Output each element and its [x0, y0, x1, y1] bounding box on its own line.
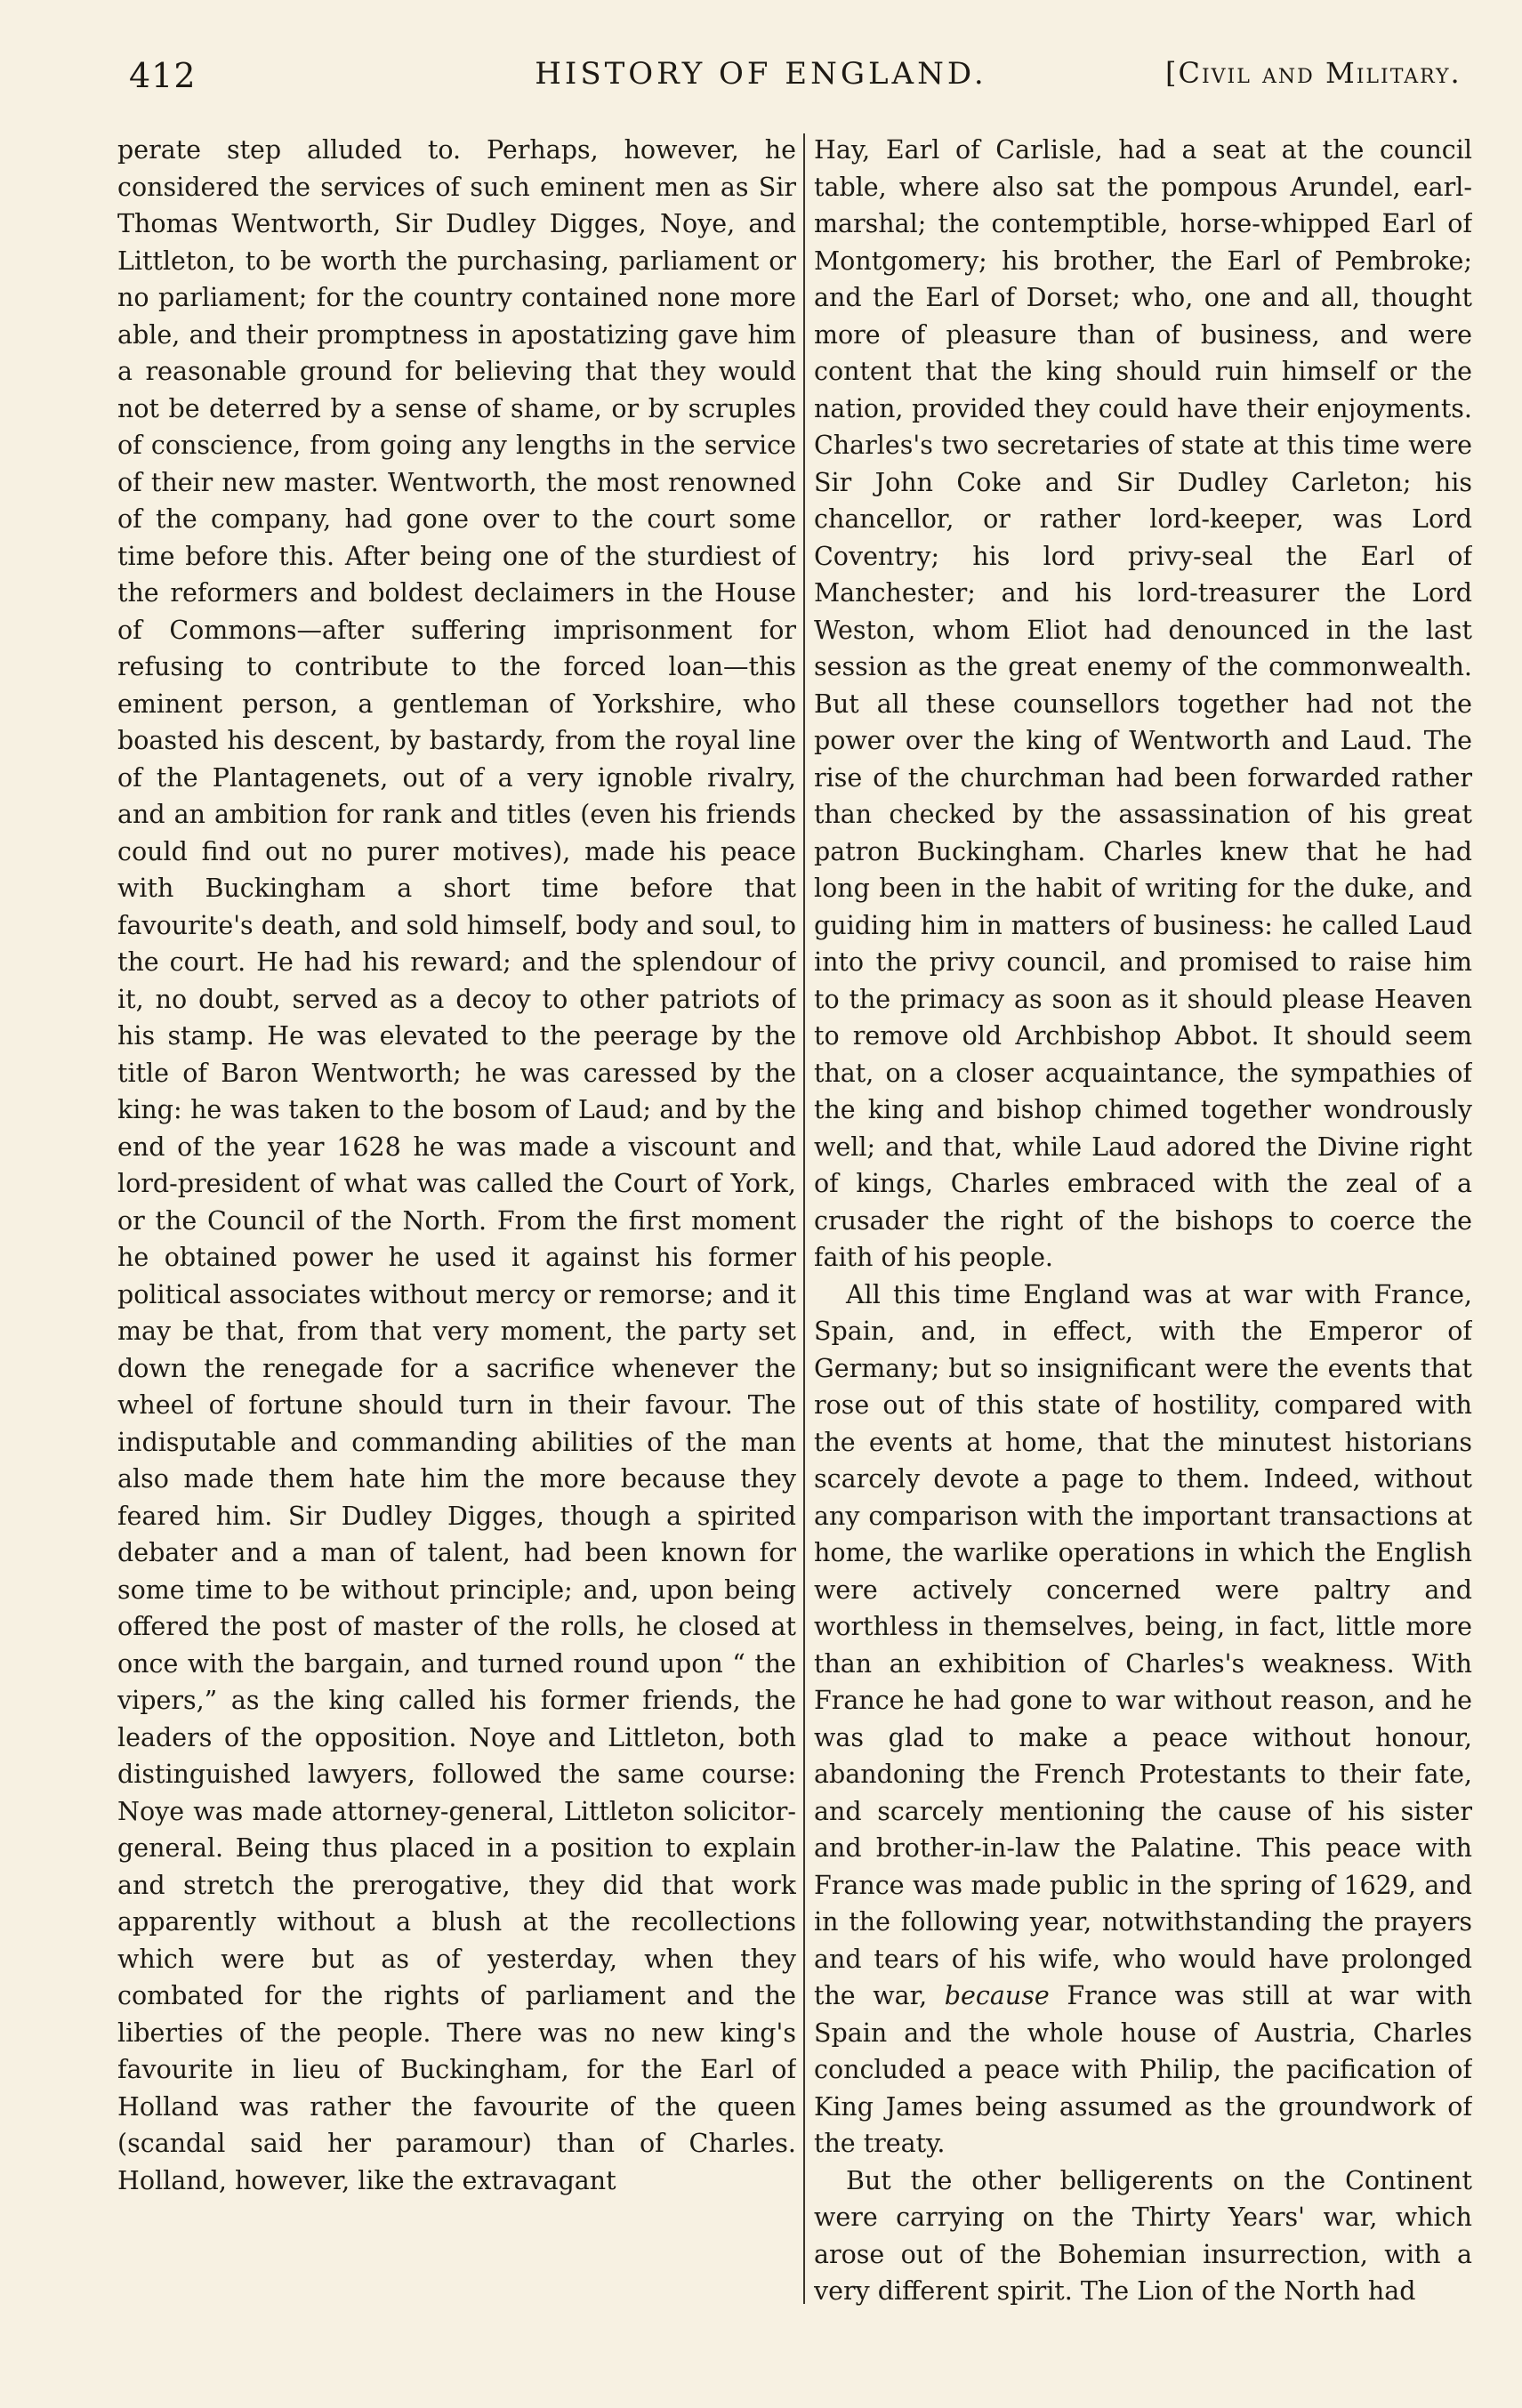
right-paragraph-2-italic: because: [944, 1981, 1050, 2010]
right-paragraph-3: But the other belligerents on the Continent were carrying on the Thirty Years' war, which arose out of the Bohemian insurrection, with a very different spirit. The Lion of the North had: [814, 2165, 1472, 2306]
page-number: 412: [129, 56, 197, 95]
section-head: [Civil and Military.: [1165, 56, 1462, 90]
left-paragraph-1: perate step alluded to. Perhaps, however, he considered the services of such eminent men as Sir Thomas Wentworth, Sir Dudley Digges, Noye, and Littleton, to be worth the purchasing, parliament or no parliament; for the country contained none more able, and their promptness in apostatizing gave him a reasonable ground for believing that they would not be deterred by a sense of shame, or by scruples of conscience, from going any lengths in the service of their new master. Wentworth, the most renowned of the company, had gone over to the court some time before this. After being one of the sturdiest of the reformers and boldest declaimers in the House of Commons—after suffering imprisonment for refusing to contribute to the forced loan—this eminent person, a gentleman of Yorkshire, who boasted his descent, by bastardy, from the royal line of the Plantagenets, out of a very ignoble rivalry, and an ambition for rank and titles (even his friends could find out no purer motives), made his peace with Buckingham a short time before that favourite's death, and sold himself, body and soul, to the court. He had his reward; and the splendour of it, no doubt, served as a decoy to other patriots of his stamp. He was elevated to the peerage by the title of Baron Wentworth; he was caressed by the king: he was taken to the bosom of Laud; and by the end of the year 1628 he was made a viscount and lord-president of what was called the Court of York, or the Council of the North. From the first moment he obtained power he used it against his former political associates without mercy or remorse; and it may be that, from that very moment, the party set down the renegade for a sacrifice whenever the wheel of fortune should turn in their favour. The indisputable and commanding abilities of the man also made them hate him the more because they feared him. Sir Dudley Digges, though a spirited debater and a man of talent, had been known for some time to be without principle; and, upon being offered the post of master of the rolls, he closed at once with the bargain, and turned round upon “ the vipers,” as the king called his former friends, the leaders of the opposition. Noye and Littleton, both distinguished lawyers, followed the same course: Noye was made attorney-general, Littleton solicitor-general. Being thus placed in a position to explain and stretch the prerogative, they did that work apparently without a blush at the recollections which were but as of yesterday, when they combated for the rights of parliament and the liberties of the people. There was no new king's favourite in lieu of Buckingham, for the Earl of Holland was rather the favourite of the queen (scandal said her paramour) than of Charles. Holland, however, like the extravagant: [117, 135, 796, 2195]
left-column: [117, 132, 796, 2318]
column-divider: [803, 133, 805, 2304]
page-header: [0, 49, 1522, 102]
right-paragraph-1: Hay, Earl of Carlisle, had a seat at the council table, where also sat the pompous Arundel, earl-marshal; the contemptible, horse-whipped Earl of Montgomery; his brother, the Earl of Pembroke; and the Earl of Dorset; who, one and all, thought more of pleasure than of business, and were content that the king should ruin himself or the nation, provided they could have their enjoyments. Charles's two secretaries of state at this time were Sir John Coke and Sir Dudley Carleton; his chancellor, or rather lord-keeper, was Lord Coventry; his lord privy-seal the Earl of Manchester; and his lord-treasurer the Lord Weston, whom Eliot had denounced in the last session as the great enemy of the commonwealth. But all these counsellors together had not the power over the king of Wentworth and Laud. The rise of the churchman had been forwarded rather than checked by the assassination of his great patron Buckingham. Charles knew that he had long been in the habit of writing for the duke, and guiding him in matters of business: he called Laud into the privy council, and promised to raise him to the primacy as soon as it should please Heaven to remove old Archbishop Abbot. It should seem that, on a closer acquaintance, the sympathies of the king and bishop chimed together wondrously well; and that, while Laud adored the Divine right of kings, Charles embraced with the zeal of a crusader the right of the bishops to coerce the faith of his people.: [814, 135, 1472, 1272]
right-paragraph-2-part-a: All this time England was at war with France, Spain, and, in effect, with the Emperor of Germany; but so insignificant were the events that rose out of this state of hostility, compared with the events at home, that the minutest historians scarcely devote a page to them. Indeed, without any comparison with the important transactions at home, the warlike operations in which the English were actively concerned were paltry and worthless in themselves, being, in fact, little more than an exhibition of Charles's weakness. With France he had gone to war without reason, and he was glad to make a peace without honour, abandoning the French Protestants to their fate, and scarcely mentioning the cause of his sister and brother-in-law the Palatine. This peace with France was made public in the spring of 1629, and in the following year, notwithstanding the prayers and tears of his wife, who would have prolonged the war,: [814, 1279, 1472, 2010]
running-head: HISTORY OF ENGLAND.: [535, 56, 987, 92]
right-paragraph-2-part-b: France was still at war with Spain and the whole house of Austria, Charles concluded a peace with Philip, the pacification of King James being assumed as the groundwork of the treaty.: [814, 1981, 1472, 2158]
right-column: [814, 132, 1472, 2318]
right-paragraph-2: [814, 1276, 1472, 2162]
